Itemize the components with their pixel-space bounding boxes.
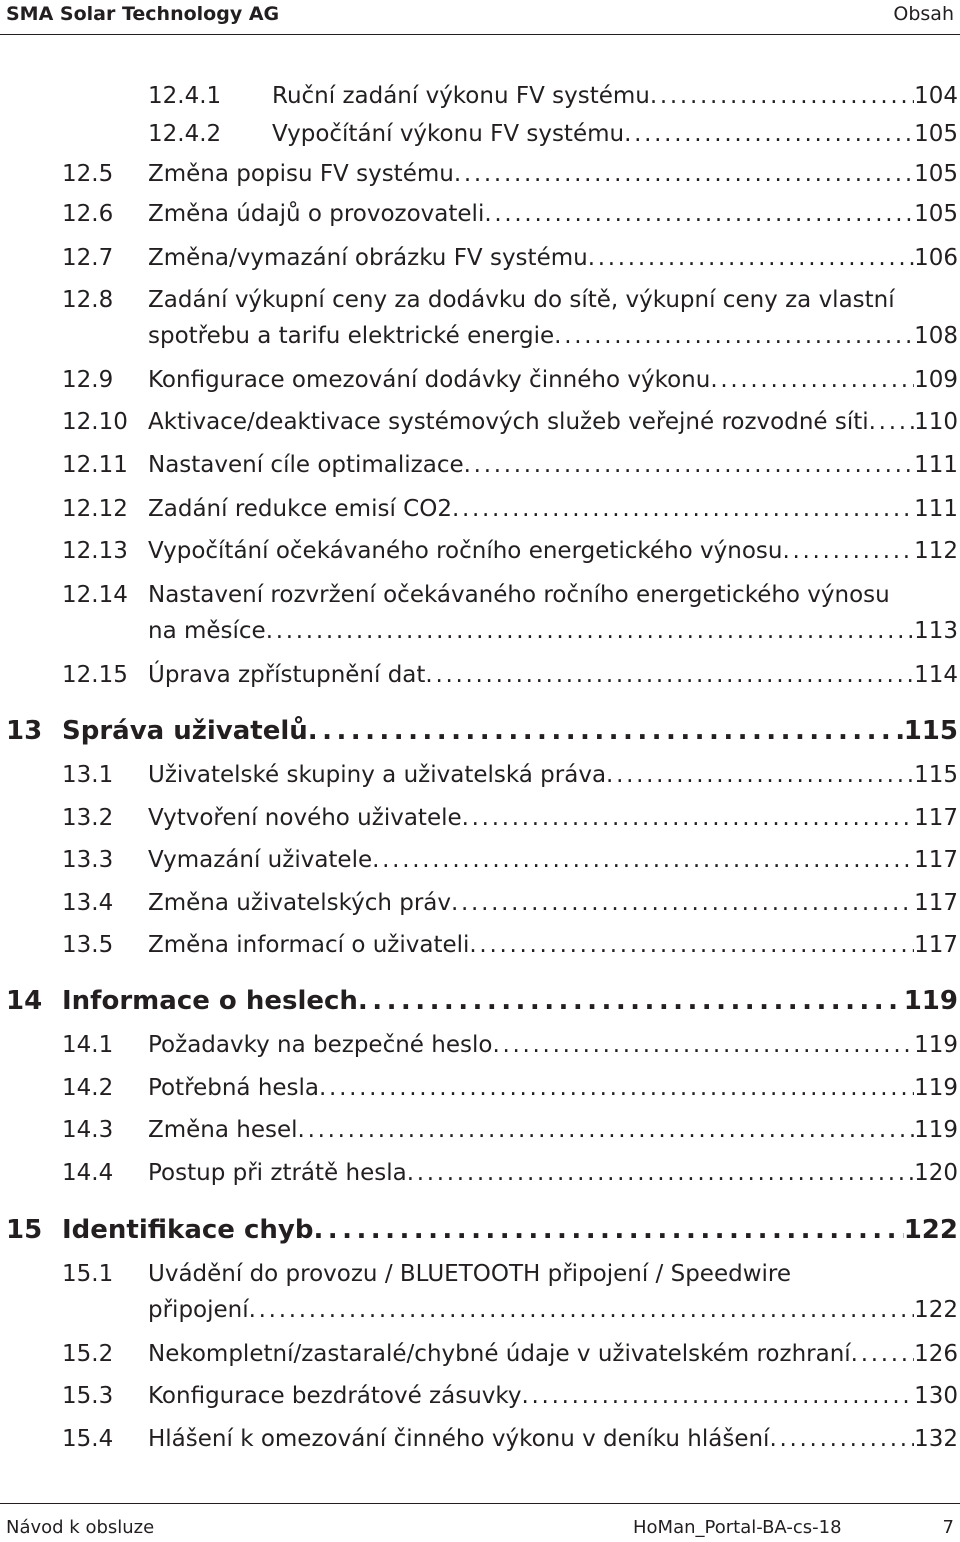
- toc-entry[interactable]: [0, 847, 958, 881]
- toc-page-number: 104: [914, 83, 958, 109]
- toc-page-number: 111: [914, 496, 958, 522]
- toc-page-number: 117: [914, 805, 958, 831]
- toc-title: Nastavení cíle optimalizace: [148, 452, 464, 478]
- toc-number: 15.3: [62, 1383, 114, 1409]
- toc-number: 12.9: [62, 367, 114, 393]
- toc-page-number: 119: [914, 1032, 958, 1058]
- toc-title: Vypočítání očekávaného ročního energetického výnosu: [148, 538, 783, 564]
- toc-number: 12.7: [62, 245, 114, 271]
- toc-entry[interactable]: [0, 367, 958, 401]
- toc-leader-dots: [624, 121, 914, 147]
- toc-entry[interactable]: [0, 538, 958, 572]
- toc-page-number: 105: [914, 161, 958, 187]
- toc-leader-dots: [782, 538, 914, 564]
- header-rule: [0, 34, 960, 35]
- toc-leader-dots: [358, 986, 904, 1016]
- toc-page-number: 119: [914, 1117, 958, 1143]
- toc-entry[interactable]: [0, 662, 958, 696]
- toc-title: Změna hesel: [148, 1117, 298, 1143]
- toc-leader-dots: [492, 1032, 914, 1058]
- toc-number: 13.1: [62, 762, 114, 788]
- footer-doc-type: Návod k obsluze: [6, 1517, 155, 1538]
- toc-title: Správa uživatelů: [62, 716, 308, 746]
- toc-number: 15: [6, 1215, 43, 1245]
- toc-entry[interactable]: [0, 287, 958, 357]
- toc-page-number: 105: [914, 201, 958, 227]
- toc-entry[interactable]: [0, 932, 958, 966]
- toc-page-number: 105: [914, 121, 958, 147]
- toc-number: 13.4: [62, 890, 114, 916]
- toc-number: 14.3: [62, 1117, 114, 1143]
- toc-title: Změna/vymazání obrázku FV systému: [148, 245, 588, 271]
- toc-number: 13.5: [62, 932, 114, 958]
- toc-entry[interactable]: [0, 1383, 958, 1417]
- toc-entry[interactable]: [0, 1075, 958, 1109]
- toc-title: Změna popisu FV systému: [148, 161, 454, 187]
- toc-title: Úprava zpřístupnění dat: [148, 662, 426, 688]
- toc-entry[interactable]: [0, 805, 958, 839]
- toc-leader-dots: [606, 762, 914, 788]
- toc-number: 13.3: [62, 847, 114, 873]
- toc-number: 15.2: [62, 1341, 114, 1367]
- toc-leader-dots: [464, 452, 914, 478]
- toc-title: Nastavení rozvržení očekávaného ročního energetického výnosu: [148, 582, 890, 608]
- toc-leader-dots: [249, 1297, 914, 1323]
- toc-leader-dots: [372, 847, 914, 873]
- toc-title: Vytvoření nového uživatele: [148, 805, 462, 831]
- toc-leader-dots: [588, 245, 914, 271]
- toc-page-number: 130: [914, 1383, 958, 1409]
- toc-page-number: 117: [914, 890, 958, 916]
- toc-leader-dots: [869, 409, 914, 435]
- toc-number: 14: [6, 986, 43, 1016]
- toc-number: 14.4: [62, 1160, 114, 1186]
- footer-doc-id: HoMan_Portal-BA-cs-18: [633, 1517, 842, 1538]
- toc-leader-dots: [308, 716, 904, 746]
- toc-leader-dots: [469, 932, 914, 958]
- toc-title: Změna údajů o provozovateli: [148, 201, 485, 227]
- toc-title: Nekompletní/zastaralé/chybné údaje v uživatelském rozhraní: [148, 1341, 851, 1367]
- toc-entry[interactable]: [0, 245, 958, 279]
- toc-page-number: 110: [914, 409, 958, 435]
- toc-number: 12.10: [62, 409, 128, 435]
- toc-number: 12.12: [62, 496, 128, 522]
- toc-leader-dots: [522, 1383, 915, 1409]
- toc-leader-dots: [650, 83, 914, 109]
- toc-title: Konfigurace bezdrátové zásuvky: [148, 1383, 522, 1409]
- toc-entry[interactable]: [0, 1426, 958, 1460]
- toc-number: 12.13: [62, 538, 128, 564]
- toc-page-number: 114: [914, 662, 958, 688]
- toc-page-number: 132: [914, 1426, 958, 1452]
- toc-number: 14.1: [62, 1032, 114, 1058]
- toc-number: 12.14: [62, 582, 128, 608]
- toc-chapter-entry[interactable]: [0, 1215, 958, 1249]
- toc-page-number: 108: [914, 323, 958, 349]
- toc-title: Konfigurace omezování dodávky činného výkonu: [148, 367, 711, 393]
- toc-title-continued: spotřebu a tarifu elektrické energie: [148, 323, 555, 349]
- company-name: SMA Solar Technology AG: [6, 3, 280, 25]
- toc-number: 12.6: [62, 201, 114, 227]
- toc-leader-dots: [266, 618, 914, 644]
- toc-title-continued: připojení: [148, 1297, 249, 1323]
- toc-number: 12.4.1: [148, 83, 222, 109]
- toc-page-number: 113: [914, 618, 958, 644]
- toc-entry[interactable]: [0, 890, 958, 924]
- toc-title: Zadání výkupní ceny za dodávku do sítě, výkupní ceny za vlastní: [148, 287, 895, 313]
- toc-title: Požadavky na bezpečné heslo: [148, 1032, 493, 1058]
- toc-title: Změna informací o uživateli: [148, 932, 470, 958]
- toc-page-number: 117: [914, 847, 958, 873]
- toc-number: 12.5: [62, 161, 114, 187]
- toc-entry[interactable]: [0, 161, 958, 195]
- toc-title: Ruční zadání výkonu FV systému: [272, 83, 650, 109]
- toc-leader-dots: [298, 1117, 915, 1143]
- toc-entry[interactable]: [0, 1117, 958, 1151]
- toc-number: 12.15: [62, 662, 128, 688]
- toc-page-number: 122: [914, 1297, 958, 1323]
- toc-title: Uživatelské skupiny a uživatelská práva: [148, 762, 607, 788]
- toc-number: 15.4: [62, 1426, 114, 1452]
- toc-title: Aktivace/deaktivace systémových služeb veřejné rozvodné síti: [148, 409, 869, 435]
- toc-title: Změna uživatelských práv: [148, 890, 451, 916]
- toc-leader-dots: [451, 890, 914, 916]
- section-name: Obsah: [893, 3, 954, 25]
- toc-leader-dots: [484, 201, 914, 227]
- toc-page-number: 119: [903, 986, 958, 1016]
- toc-title: Vymazání uživatele: [148, 847, 373, 873]
- toc-number: 13: [6, 716, 43, 746]
- toc-page-number: 109: [914, 367, 958, 393]
- toc-entry[interactable]: [0, 452, 958, 486]
- toc-page-number: 106: [914, 245, 958, 271]
- toc-number: 12.11: [62, 452, 128, 478]
- toc-leader-dots: [851, 1341, 914, 1367]
- toc-title: Hlášení k omezování činného výkonu v deníku hlášení: [148, 1426, 770, 1452]
- toc-leader-dots: [769, 1426, 914, 1452]
- toc-entry[interactable]: [0, 1341, 958, 1375]
- toc-number: 12.8: [62, 287, 114, 313]
- toc-leader-dots: [462, 805, 914, 831]
- toc-leader-dots: [407, 1160, 914, 1186]
- toc-leader-dots: [452, 496, 914, 522]
- toc-number: 14.2: [62, 1075, 114, 1101]
- toc-page-number: 122: [903, 1215, 958, 1245]
- toc-title: Zadání redukce emisí CO2: [148, 496, 452, 522]
- toc-leader-dots: [710, 367, 914, 393]
- toc-title: Postup při ztrátě hesla: [148, 1160, 407, 1186]
- toc-page-number: 112: [914, 538, 958, 564]
- toc-leader-dots: [319, 1075, 914, 1101]
- toc-chapter-entry[interactable]: [0, 986, 958, 1020]
- toc-entry[interactable]: [0, 496, 958, 530]
- toc-chapter-entry[interactable]: [0, 716, 958, 750]
- toc-title: Potřebná hesla: [148, 1075, 320, 1101]
- toc-number: 15.1: [62, 1261, 114, 1287]
- toc-leader-dots: [313, 1215, 903, 1245]
- toc-entry[interactable]: [0, 409, 958, 443]
- toc-entry[interactable]: [0, 121, 958, 155]
- toc-title: Vypočítání výkonu FV systému: [272, 121, 625, 147]
- toc-entry[interactable]: [0, 1032, 958, 1066]
- toc-page-number: 117: [914, 932, 958, 958]
- toc-entry[interactable]: [0, 1160, 958, 1194]
- toc-entry[interactable]: [0, 83, 958, 117]
- toc-page-number: 111: [914, 452, 958, 478]
- toc-number: 13.2: [62, 805, 114, 831]
- toc-leader-dots: [425, 662, 914, 688]
- footer-rule: [0, 1503, 960, 1504]
- toc-entry[interactable]: [0, 201, 958, 235]
- toc-title: Informace o heslech: [62, 986, 358, 1016]
- toc-entry[interactable]: [0, 762, 958, 796]
- toc-page-number: 115: [914, 762, 958, 788]
- toc-page-number: 119: [914, 1075, 958, 1101]
- toc-leader-dots: [554, 323, 914, 349]
- toc-number: 12.4.2: [148, 121, 222, 147]
- toc-title: Uvádění do provozu / BLUETOOTH připojení / Speedwire: [148, 1261, 792, 1287]
- toc-page-number: 126: [914, 1341, 958, 1367]
- toc-page-number: 115: [903, 716, 958, 746]
- toc-entry[interactable]: [0, 582, 958, 652]
- toc-leader-dots: [454, 161, 914, 187]
- toc-page-number: 120: [914, 1160, 958, 1186]
- toc-title: Identifikace chyb: [62, 1215, 314, 1245]
- toc-title-continued: na měsíce: [148, 618, 266, 644]
- footer-page-number: 7: [942, 1517, 954, 1538]
- toc-entry[interactable]: [0, 1261, 958, 1331]
